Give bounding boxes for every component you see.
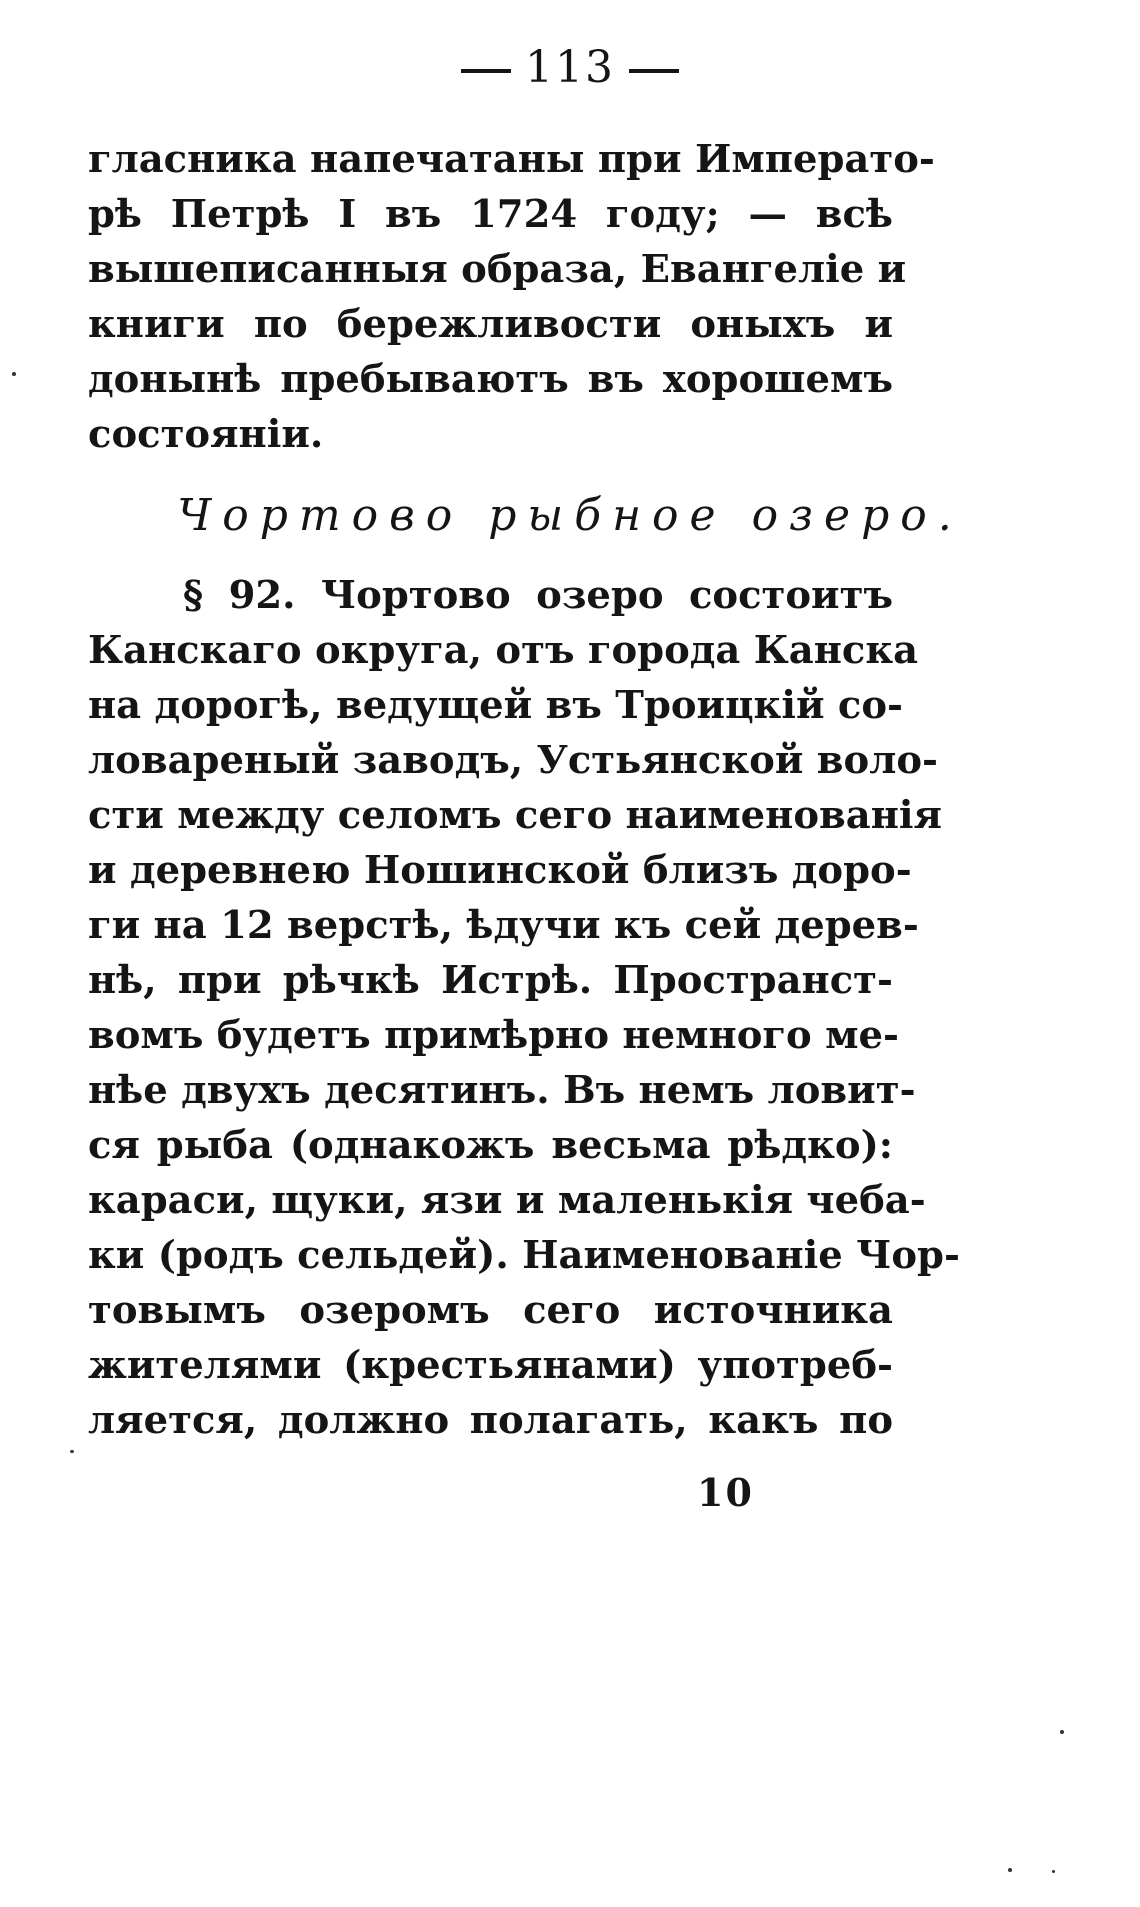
text-line: ловареный заводъ, Устьянской воло- [88,738,939,783]
text-line: ляется, должно полагать, какъ по [88,1398,893,1443]
print-speck [1008,1868,1012,1872]
text-line: нѣе двухъ десятинъ. Въ немъ ловит- [88,1068,916,1113]
signature-mark: 10 [697,1470,754,1515]
text-line: ги на 12 верстѣ, ѣдучи къ сей дерев- [88,903,919,948]
page-header [0,42,1140,93]
section-heading: Чортово рыбное озеро. [177,490,963,541]
text-line: вышеписанныя образа, Евангеліе и [88,247,907,292]
text-line: донынѣ пребываютъ въ хорошемъ [88,357,893,402]
text-line: нѣ, при рѣчкѣ Истрѣ. Пространст- [88,958,893,1003]
paragraph-continued [88,132,935,462]
text-line: ся рыба (однакожъ весьма рѣдко): [88,1123,893,1168]
text-line: рѣ Петрѣ I въ 1724 году; — всѣ [88,192,893,237]
page-number: 113 [525,42,615,93]
text-line: состояніи. [88,412,324,457]
text-line: § 92. Чортово озеро состоитъ [183,573,893,618]
text-line: на дорогѣ, ведущей въ Троицкій со- [88,683,904,728]
text-line: сти между селомъ сего наименованія [88,793,942,838]
print-speck [1060,1730,1064,1734]
header-dash-left [461,69,511,73]
text-line: караси, щуки, язи и маленькія чеба- [88,1178,926,1223]
text-line: жителями (крестьянами) употреб- [88,1343,893,1388]
text-line: книги по бережливости оныхъ и [88,302,893,347]
text-line: вомъ будетъ примѣрно немного ме- [88,1013,900,1058]
header-dash-right [629,69,679,73]
text-line: гласника напечатаны при Императо- [88,137,935,182]
print-speck [1052,1870,1055,1873]
paragraph-92 [88,568,960,1448]
text-line: и деревнею Ношинской близъ доро- [88,848,912,893]
text-line: товымъ озеромъ сего источника [88,1288,893,1333]
text-line: ки (родъ сельдей). Наименованіе Чор- [88,1233,960,1278]
print-speck [12,372,16,376]
print-speck [70,1450,74,1453]
text-line: Канскаго округа, отъ города Канска [88,628,919,673]
